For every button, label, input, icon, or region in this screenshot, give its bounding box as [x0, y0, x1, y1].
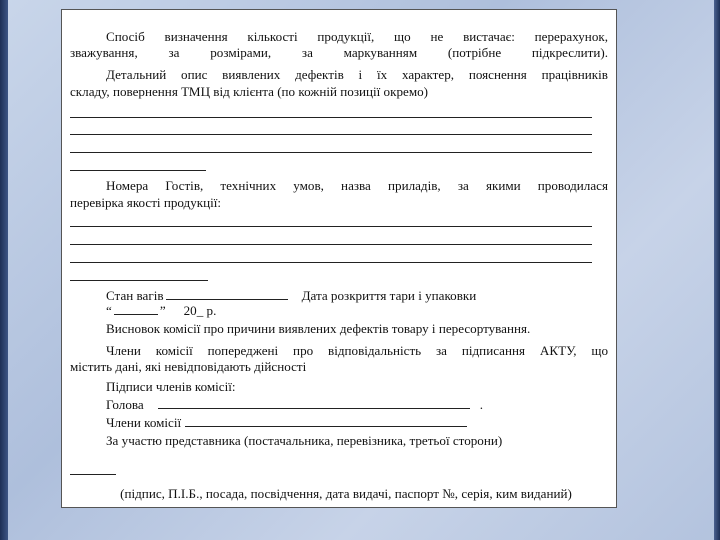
- date-line: [106, 303, 216, 318]
- year-label: 20_ р.: [183, 303, 217, 318]
- fill-line-short: [70, 474, 116, 475]
- chair-label: Голова: [106, 397, 144, 412]
- defects-line-2: складу, повернення ТМЦ від клієнта (по кожній позиції окремо): [70, 84, 429, 99]
- fill-line: [70, 134, 592, 135]
- scales-line: [106, 288, 476, 303]
- fill-line-short: [70, 280, 208, 281]
- warned-line-2: містить дані, які невідповідають дійсності: [70, 359, 307, 374]
- chair-end: .: [479, 397, 483, 412]
- representative-line: За участю представника (постачальника, перевізника, третьої сторони): [106, 433, 503, 448]
- members-signature-blank: [185, 415, 467, 427]
- fill-line-short: [70, 170, 206, 171]
- chair-signature-blank: [158, 397, 470, 409]
- document-page: [61, 9, 617, 508]
- members-label: Члени комісії: [106, 415, 182, 430]
- conclusion-line: Висновок комісії про причини виявлених дефектів товару і пересортування.: [106, 321, 531, 336]
- fill-line: [70, 244, 592, 245]
- scales-blank: [166, 288, 288, 300]
- fill-line: [70, 262, 592, 263]
- gost-line-1: Номера Гостів, технічних умов, назва приладів, за якими проводилася: [106, 178, 608, 193]
- defects-line-1: Детальний опис виявлених дефектів і їх характер, пояснення працівників: [106, 67, 608, 82]
- date-close-quote: ”: [159, 303, 166, 318]
- date-open-quote: “: [106, 303, 112, 318]
- fill-line: [70, 226, 592, 227]
- slide-left-border: [0, 0, 8, 540]
- method-line-1: Спосіб визначення кількості продукції, що не вистачає: перерахунок,: [106, 29, 608, 44]
- method-line-2: зважування, за розмірами, за маркуванням (потрібне підкреслити).: [70, 45, 608, 60]
- scales-label: Стан вагів: [106, 288, 164, 303]
- signatures-heading: Підписи членів комісії:: [106, 379, 236, 394]
- day-blank: [114, 303, 158, 315]
- slide-right-border: [714, 0, 720, 540]
- fill-line: [70, 117, 592, 118]
- gost-line-2: перевірка якості продукції:: [70, 195, 222, 210]
- signature-caption: (підпис, П.І.Б., посада, посвідчення, дата видачі, паспорт №, серія, ким виданий): [120, 486, 572, 501]
- members-line: [106, 415, 467, 430]
- chair-line: [106, 397, 483, 412]
- fill-line: [70, 152, 592, 153]
- warned-line-1: Члени комісії попереджені про відповідальність за підписання АКТУ, що: [106, 343, 608, 358]
- opening-date-label: Дата розкриття тари і упаковки: [301, 288, 477, 303]
